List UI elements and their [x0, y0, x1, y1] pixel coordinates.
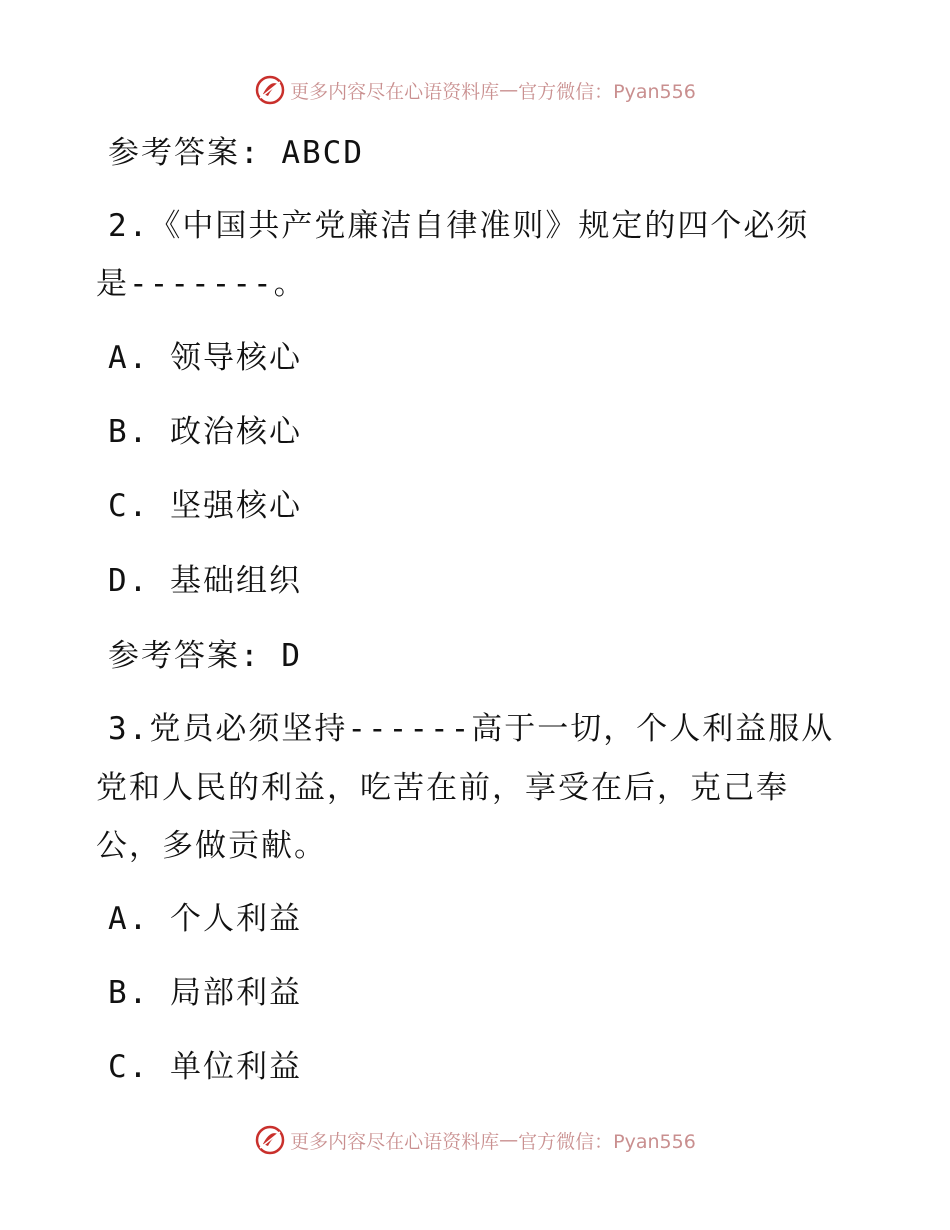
question-3-option-c: C. 单位利益: [108, 1049, 302, 1085]
question-3-line-2: 党和人民的利益，吃苦在前，享受在后，克己奉: [96, 770, 789, 806]
question-2-option-d: D. 基础组织: [108, 563, 302, 599]
question-3-option-b: B. 局部利益: [108, 975, 302, 1011]
question-2-option-c: C. 坚强核心: [108, 488, 302, 524]
question-2-option-b: B. 政治核心: [108, 414, 302, 450]
watermark-sub-text: 官方微信：Pyan556: [518, 80, 696, 103]
answer-1: 参考答案: ABCD: [108, 135, 364, 171]
watermark-main-text: 更多内容尽在心语资料库: [290, 1130, 500, 1153]
answer-2: 参考答案: D: [108, 638, 302, 674]
footer-watermark: [0, 1120, 950, 1160]
watermark-group: [254, 1124, 696, 1156]
brand-logo-icon: [254, 1124, 286, 1156]
watermark-main-text: 更多内容尽在心语资料库: [290, 80, 500, 103]
watermark-dash: —: [499, 79, 519, 101]
watermark-sub-text: 官方微信：Pyan556: [518, 1130, 696, 1153]
question-2-line-1: 2.《中国共产党廉洁自律准则》规定的四个必须: [108, 208, 810, 244]
question-3-line-1: 3.党员必须坚持------高于一切，个人利益服从: [108, 711, 835, 747]
question-3-line-3: 公，多做贡献。: [96, 828, 327, 864]
header-watermark: [0, 70, 950, 110]
watermark-dash: —: [499, 1129, 519, 1151]
brand-logo-icon: [254, 74, 286, 106]
watermark-group: [254, 74, 696, 106]
question-2-option-a: A. 领导核心: [108, 340, 302, 376]
question-3-option-a: A. 个人利益: [108, 901, 302, 937]
question-2-line-2: 是-------。: [96, 266, 307, 302]
